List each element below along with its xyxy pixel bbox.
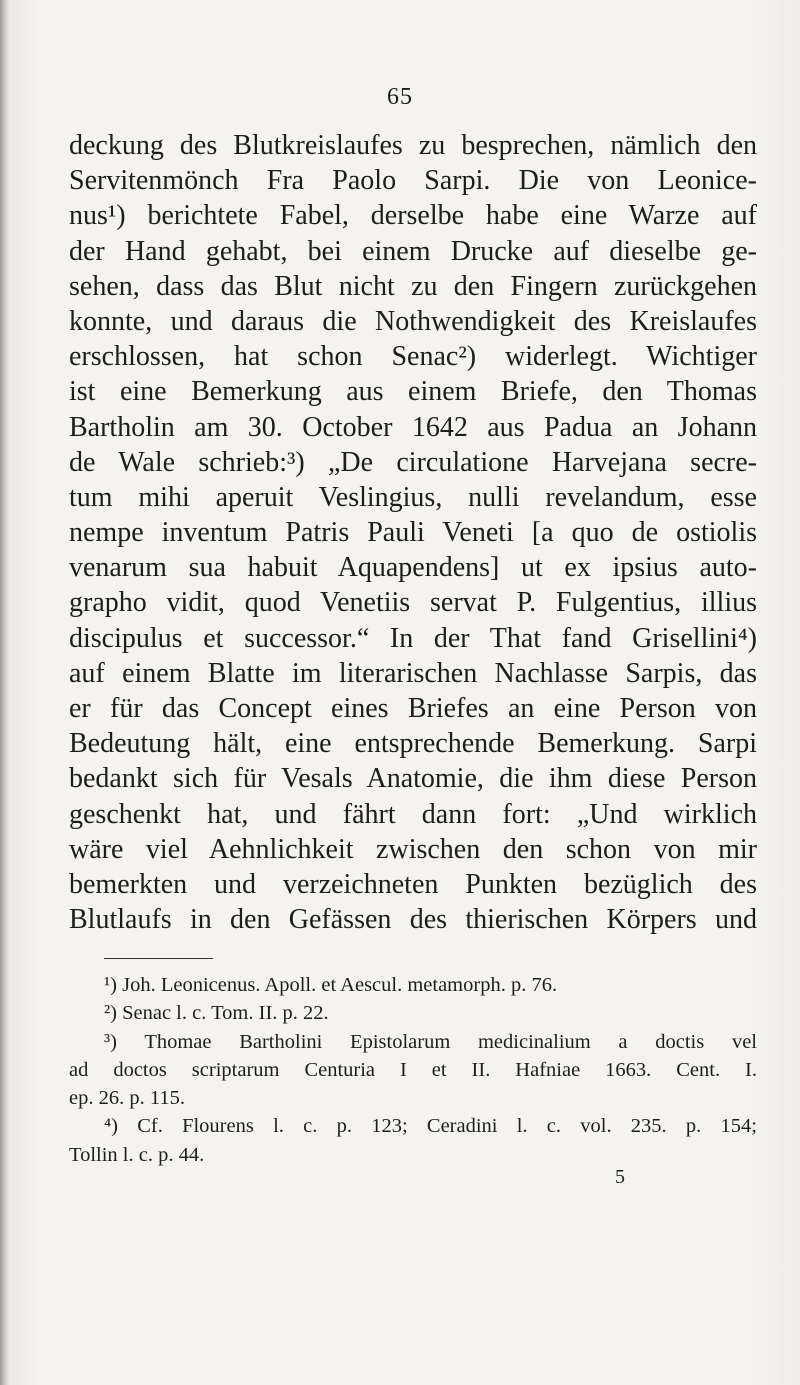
body-text [69, 128, 757, 937]
body-line: grapho vidit, quod Venetiis servat P. Fulgentius, illius [69, 587, 757, 619]
footnote-line: ⁴) Cf. Flourens l. c. p. 123; Ceradini l. c. vol. 235. p. 154; [104, 1115, 757, 1138]
printer-signature: 5 [615, 1166, 625, 1188]
footnote-line: ep. 26. p. 115. [69, 1087, 185, 1110]
footnote-line: ³) Thomae Bartholini Epistolarum medicinalium a doctis vel [104, 1030, 757, 1053]
body-line: der Hand gehabt, bei einem Drucke auf dieselbe ge- [69, 235, 757, 267]
body-line: Bedeutung hält, eine entsprechende Bemerkung. Sarpi [69, 728, 757, 760]
body-line: erschlossen, hat schon Senac²) widerlegt. Wichtiger [69, 341, 757, 373]
body-line: er für das Concept eines Briefes an eine Person von [69, 693, 757, 724]
body-line: nus¹) berichtete Fabel, derselbe habe eine Warze auf [69, 200, 757, 232]
body-line: Blutlaufs in den Gefässen des thierischen Körpers und [69, 904, 757, 936]
body-line: konnte, und daraus die Nothwendigkeit des Kreislaufes [69, 305, 757, 337]
body-line: geschenkt hat, und fährt dann fort: „Und wirklich [69, 798, 757, 830]
page-binding-edge [0, 0, 10, 1385]
body-line: venarum sua habuit Aquapendens] ut ex ipsius auto- [69, 552, 757, 584]
body-line: Servitenmönch Fra Paolo Sarpi. Die von Leonice- [69, 165, 757, 197]
footnotes [69, 971, 757, 1169]
footnote-line: ²) Senac l. c. Tom. II. p. 22. [104, 1002, 329, 1025]
body-line: nempe inventum Patris Pauli Veneti [a quo de ostiolis [69, 517, 757, 549]
body-line: de Wale schrieb:³) „De circulatione Harvejana secre- [69, 446, 757, 478]
body-line: auf einem Blatte im literarischen Nachlasse Sarpis, das [69, 657, 757, 689]
page-number: 65 [387, 84, 413, 110]
footnote-line: Tollin l. c. p. 44. [69, 1143, 205, 1166]
footnote-line: ¹) Joh. Leonicenus. Apoll. et Aescul. metamorph. p. 76. [104, 974, 558, 996]
body-line: ist eine Bemerkung aus einem Briefe, den Thomas [69, 376, 757, 408]
body-line: tum mihi aperuit Veslingius, nulli revelandum, esse [69, 481, 757, 513]
body-line: Bartholin am 30. October 1642 aus Padua an Johann [69, 411, 757, 443]
body-line: deckung des Blutkreislaufes zu besprechen, nämlich den [69, 130, 757, 161]
body-line: bedankt sich für Vesals Anatomie, die ihm diese Person [69, 763, 757, 795]
footnote-line: ad doctos scriptarum Centuria I et II. Hafniae 1663. Cent. I. [69, 1058, 757, 1081]
body-line: sehen, dass das Blut nicht zu den Fingern zurückgehen [69, 270, 757, 302]
footnote-separator [104, 958, 213, 959]
body-line: discipulus et successor.“ In der That fand Grisellini⁴) [69, 622, 757, 654]
body-line: bemerkten und verzeichneten Punkten bezüglich des [69, 868, 757, 900]
body-line: wäre viel Aehnlichkeit zwischen den schon von mir [69, 833, 757, 865]
